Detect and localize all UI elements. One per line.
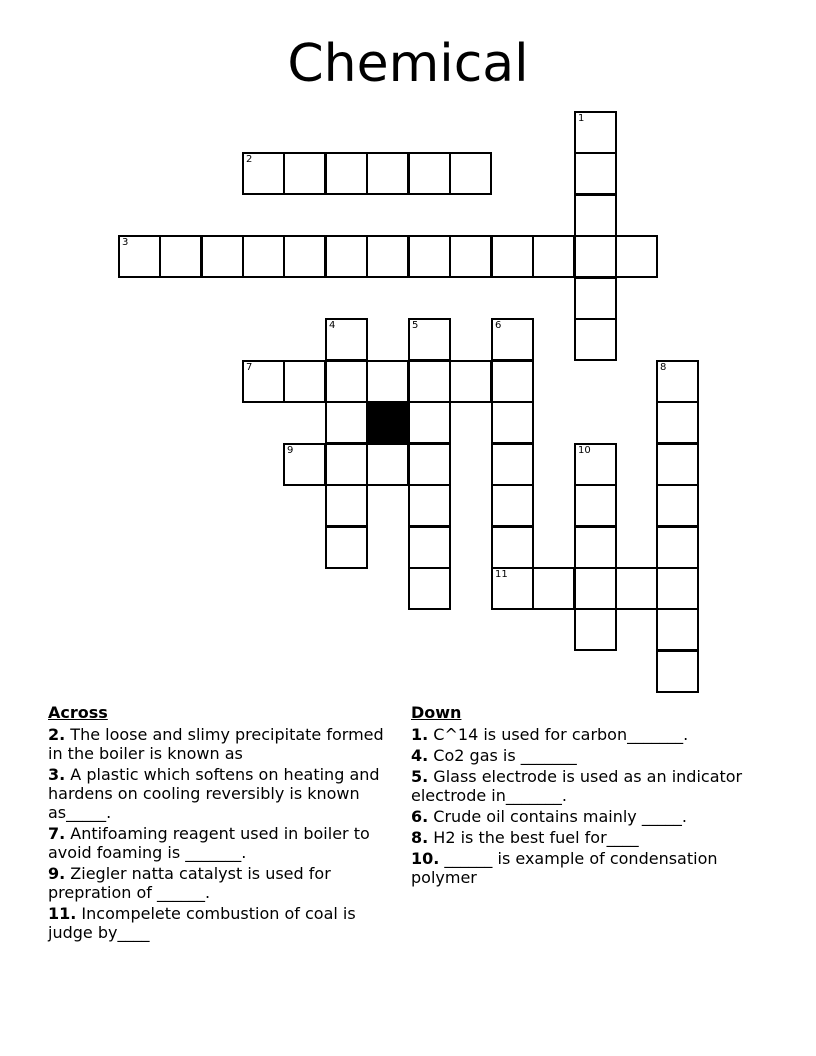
grid-cell[interactable] [491,443,534,486]
grid-cell[interactable] [532,235,575,278]
grid-cell[interactable] [159,235,202,278]
grid-cell[interactable] [491,318,534,361]
grid-cell[interactable] [656,360,699,403]
clue-number: 8. [411,828,429,847]
grid-cell[interactable] [449,360,492,403]
cell-number: 10 [578,445,591,456]
grid-cell-black [366,401,409,444]
grid-cell[interactable] [242,235,285,278]
clue-number: 7. [48,824,66,843]
grid-cell[interactable] [656,567,699,610]
grid-cell[interactable] [408,484,451,527]
grid-cell[interactable] [656,401,699,444]
cell-number: 3 [122,237,129,248]
grid-cell[interactable] [574,318,617,361]
down-clue [411,849,783,887]
down-clue [411,828,783,847]
clue-number: 1. [411,725,429,744]
clue-text: Antifoaming reagent used in boiler to avoid foaming is _______. [48,824,370,862]
grid-cell[interactable] [283,443,326,486]
clue-text: Ziegler natta catalyst is used for prepration of ______. [48,864,331,902]
grid-cell[interactable] [325,235,368,278]
clue-text: The loose and slimy precipitate formed in the boiler is known as [48,725,384,763]
cell-number: 5 [412,320,419,331]
across-clues [48,703,398,944]
grid-cell[interactable] [656,443,699,486]
grid-cell[interactable] [615,567,658,610]
grid-cell[interactable] [656,484,699,527]
grid-cell[interactable] [325,443,368,486]
cell-number: 9 [287,445,294,456]
down-heading: Down [411,703,462,722]
grid-cell[interactable] [325,360,368,403]
grid-cell[interactable] [283,360,326,403]
grid-cell[interactable] [366,443,409,486]
down-clues [411,703,783,889]
clue-text: ______ is example of condensation polymer [411,849,718,887]
across-clue [48,725,398,763]
grid-cell[interactable] [574,608,617,651]
cell-number: 4 [329,320,336,331]
grid-cell[interactable] [574,152,617,195]
grid-cell[interactable] [325,401,368,444]
grid-cell[interactable] [366,360,409,403]
grid-cell[interactable] [325,318,368,361]
clue-text: Co2 gas is _______ [428,746,577,765]
grid-cell[interactable] [574,194,617,237]
down-clue [411,725,783,744]
grid-cell[interactable] [491,401,534,444]
grid-cell[interactable] [449,152,492,195]
cell-number: 11 [495,569,508,580]
grid-cell[interactable] [325,526,368,569]
grid-cell[interactable] [574,526,617,569]
grid-cell[interactable] [615,235,658,278]
across-heading: Across [48,703,108,722]
clue-number: 10. [411,849,440,868]
clue-number: 9. [48,864,66,883]
clue-number: 11. [48,904,77,923]
cell-number: 7 [246,362,253,373]
clue-text: C^14 is used for carbon_______. [428,725,689,744]
clue-text: Incompelete combustion of coal is judge by____ [48,904,356,942]
grid-cell[interactable] [574,484,617,527]
grid-cell[interactable] [283,152,326,195]
clue-number: 4. [411,746,429,765]
cell-number: 8 [660,362,667,373]
grid-cell[interactable] [449,235,492,278]
clue-text: Crude oil contains mainly _____. [428,807,687,826]
grid-cell[interactable] [325,484,368,527]
cell-number: 2 [246,154,253,165]
grid-cell[interactable] [366,235,409,278]
grid-cell[interactable] [408,401,451,444]
grid-cell[interactable] [532,567,575,610]
grid-cell[interactable] [574,443,617,486]
grid-cell[interactable] [242,360,285,403]
grid-cell[interactable] [491,235,534,278]
grid-cell[interactable] [366,152,409,195]
cell-number: 6 [495,320,502,331]
puzzle-title: Chemical [287,34,529,94]
grid-cell[interactable] [408,443,451,486]
clue-number: 6. [411,807,429,826]
grid-cell[interactable] [118,235,161,278]
down-clue [411,746,783,765]
clue-number: 5. [411,767,429,786]
grid-cell[interactable] [408,235,451,278]
grid-cell[interactable] [491,567,534,610]
across-clue [48,824,398,862]
grid-cell[interactable] [574,277,617,320]
grid-cell[interactable] [491,526,534,569]
grid-cell[interactable] [574,235,617,278]
grid-cell[interactable] [574,111,617,154]
down-clue [411,807,783,826]
grid-cell[interactable] [408,526,451,569]
clue-text: A plastic which softens on heating and hardens on cooling reversibly is known as_____. [48,765,380,822]
grid-cell[interactable] [574,567,617,610]
grid-cell[interactable] [201,235,244,278]
grid-cell[interactable] [656,608,699,651]
clue-number: 3. [48,765,66,784]
across-clue-list [48,725,398,942]
grid-cell[interactable] [408,360,451,403]
across-clue [48,904,398,942]
grid-cell[interactable] [242,152,285,195]
grid-cell[interactable] [408,152,451,195]
grid-cell[interactable] [325,152,368,195]
grid-cell[interactable] [656,526,699,569]
across-clue [48,864,398,902]
across-clue [48,765,398,822]
cell-number: 1 [578,113,585,124]
grid-cell[interactable] [408,318,451,361]
grid-cell[interactable] [283,235,326,278]
clue-number: 2. [48,725,66,744]
clue-text: H2 is the best fuel for____ [428,828,639,847]
grid-cell[interactable] [408,567,451,610]
down-clue-list [411,725,783,887]
down-clue [411,767,783,805]
grid-cell[interactable] [491,360,534,403]
clue-text: Glass electrode is used as an indicator electrode in_______. [411,767,743,805]
grid-cell[interactable] [491,484,534,527]
grid-cell[interactable] [656,650,699,693]
